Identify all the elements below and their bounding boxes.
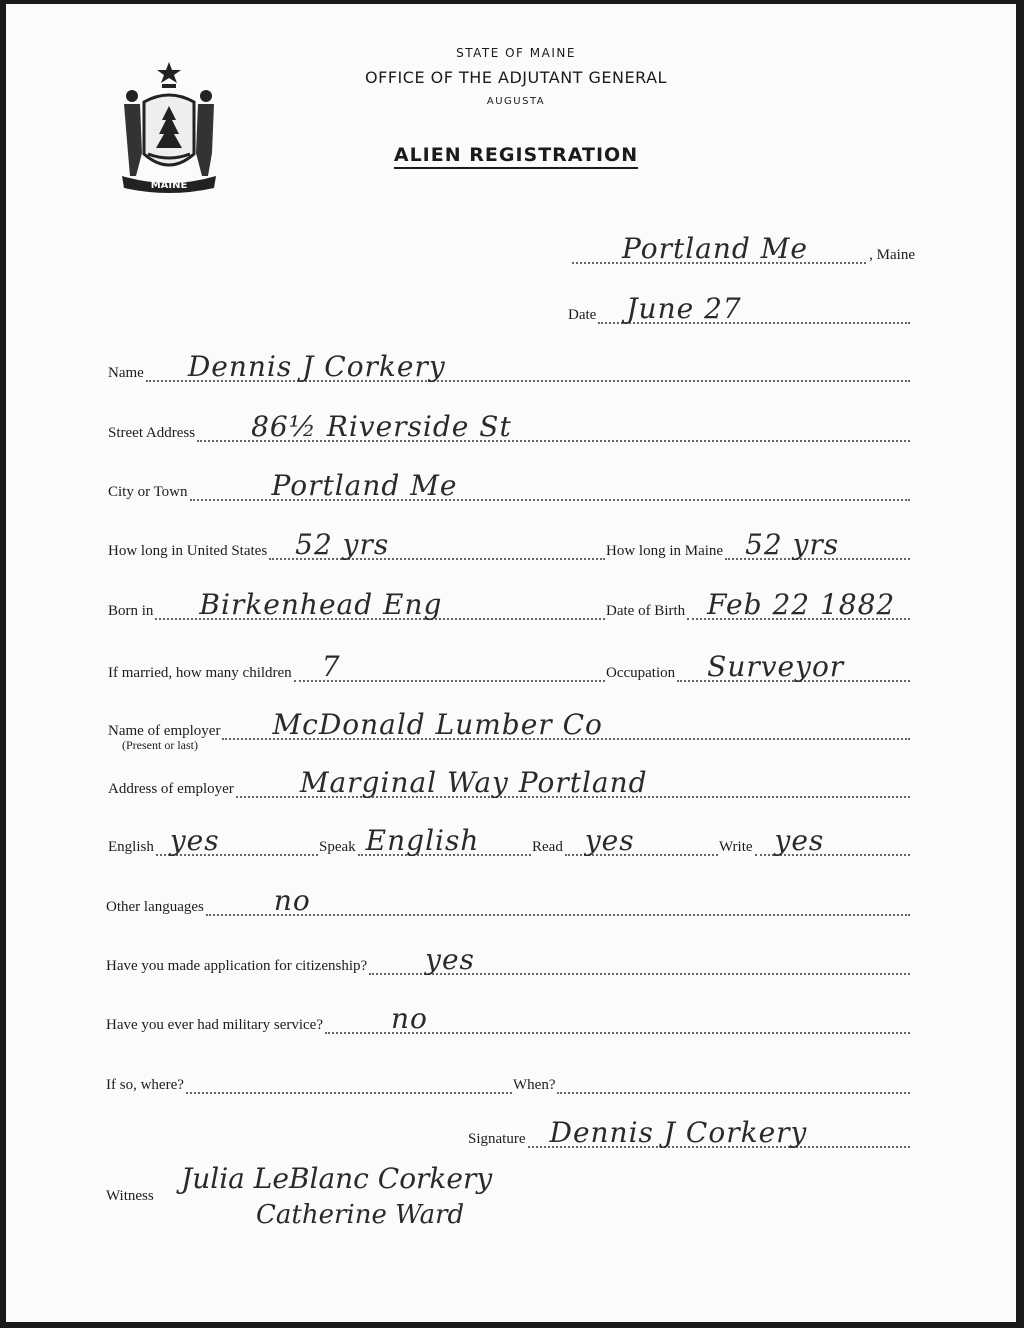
years-maine-field[interactable] bbox=[725, 528, 910, 561]
city-town-label: City or Town bbox=[108, 484, 188, 500]
years-us-value: 52 yrs bbox=[295, 528, 390, 561]
street-address-row bbox=[108, 410, 910, 443]
seal-ribbon-text: MAINE bbox=[150, 180, 188, 191]
city-heading: AUGUSTA bbox=[486, 96, 546, 107]
occupation-field[interactable] bbox=[677, 650, 910, 683]
name-value: Dennis J Corkery bbox=[187, 350, 446, 383]
date-of-birth-row bbox=[606, 588, 910, 621]
employer-sublabel: (Present or last) bbox=[122, 738, 198, 752]
occupation-value: Surveyor bbox=[707, 650, 845, 683]
children-value: 7 bbox=[321, 650, 341, 683]
occupation-label: Occupation bbox=[606, 665, 676, 681]
when-row bbox=[513, 1070, 910, 1094]
write-field[interactable] bbox=[755, 824, 910, 857]
date-of-birth-label: Date of Birth bbox=[606, 603, 686, 619]
form-title bbox=[306, 144, 726, 166]
military-value: no bbox=[391, 1002, 428, 1035]
speak-value: English bbox=[365, 824, 480, 857]
read-label: Read bbox=[532, 839, 563, 855]
english-label: English bbox=[108, 839, 154, 855]
date-of-birth-value: Feb 22 1882 bbox=[707, 588, 896, 621]
write-row bbox=[719, 824, 910, 857]
children-label: If married, how many children bbox=[108, 665, 292, 681]
speak-row bbox=[319, 824, 531, 857]
city-town-row bbox=[108, 469, 910, 502]
signature-label: Signature bbox=[468, 1131, 526, 1147]
citizenship-field[interactable] bbox=[369, 943, 910, 976]
employer-row bbox=[108, 708, 910, 752]
date-of-birth-field[interactable] bbox=[687, 588, 910, 621]
office-heading: OFFICE OF THE ADJUTANT GENERAL bbox=[365, 68, 667, 87]
speak-field[interactable] bbox=[358, 824, 531, 857]
citizenship-row bbox=[106, 943, 910, 976]
occupation-row bbox=[606, 650, 910, 683]
other-languages-field[interactable] bbox=[206, 884, 910, 917]
signature-field[interactable] bbox=[528, 1116, 911, 1149]
employer-address-label: Address of employer bbox=[108, 781, 234, 797]
witness-signature-1[interactable]: Julia LeBlanc Corkery bbox=[181, 1162, 493, 1195]
date-value: June 27 bbox=[626, 292, 742, 325]
employer-label: Name of employer bbox=[108, 723, 221, 739]
where-label: If so, where? bbox=[106, 1077, 184, 1093]
military-row bbox=[106, 1002, 910, 1035]
state-heading: STATE OF MAINE bbox=[456, 46, 576, 60]
employer-value: McDonald Lumber Co bbox=[272, 708, 603, 741]
employer-address-row bbox=[108, 766, 910, 799]
other-languages-value: no bbox=[273, 884, 311, 917]
when-field[interactable] bbox=[557, 1074, 910, 1094]
military-label: Have you ever had military service? bbox=[106, 1017, 323, 1033]
form-title-text: ALIEN REGISTRATION bbox=[394, 144, 638, 169]
location-field[interactable] bbox=[572, 232, 866, 265]
city-town-field[interactable] bbox=[190, 469, 910, 502]
english-field[interactable] bbox=[156, 824, 318, 857]
street-address-field[interactable] bbox=[197, 410, 910, 443]
children-field[interactable] bbox=[294, 650, 605, 683]
read-row bbox=[532, 824, 718, 857]
english-row bbox=[108, 824, 318, 857]
location-row bbox=[570, 232, 915, 265]
street-address-value: 86½ Riverside St bbox=[251, 410, 512, 443]
witness-block bbox=[106, 1162, 606, 1248]
other-languages-label: Other languages bbox=[106, 899, 204, 915]
born-in-value: Birkenhead Eng bbox=[199, 588, 443, 621]
date-row bbox=[568, 292, 910, 325]
years-us-label: How long in United States bbox=[108, 543, 268, 559]
employer-field[interactable] bbox=[222, 708, 910, 741]
read-field[interactable] bbox=[565, 824, 718, 857]
date-label: Date bbox=[568, 307, 597, 323]
location-suffix: , Maine bbox=[869, 247, 915, 263]
children-row bbox=[108, 650, 605, 683]
other-languages-row bbox=[106, 884, 910, 917]
read-value: yes bbox=[584, 824, 635, 857]
military-field[interactable] bbox=[325, 1002, 910, 1035]
witness-signature-2[interactable]: Catherine Ward bbox=[256, 1200, 465, 1230]
signature-row bbox=[468, 1116, 910, 1149]
name-field[interactable] bbox=[146, 350, 910, 383]
name-label: Name bbox=[108, 365, 144, 381]
citizenship-label: Have you made application for citizenship? bbox=[106, 958, 368, 974]
registration-form bbox=[6, 4, 1016, 1322]
english-value: yes bbox=[169, 824, 220, 857]
street-address-label: Street Address bbox=[108, 425, 196, 441]
city-town-value: Portland Me bbox=[271, 469, 458, 502]
employer-address-field[interactable] bbox=[236, 766, 910, 799]
where-row bbox=[106, 1070, 512, 1094]
born-in-label: Born in bbox=[108, 603, 154, 619]
citizenship-value: yes bbox=[425, 943, 475, 976]
signature-value: Dennis J Corkery bbox=[549, 1116, 808, 1149]
born-in-field[interactable] bbox=[155, 588, 605, 621]
maine-state-seal-icon bbox=[110, 58, 228, 194]
write-label: Write bbox=[719, 839, 753, 855]
employer-address-value: Marginal Way Portland bbox=[299, 766, 648, 799]
date-field[interactable] bbox=[598, 292, 910, 325]
years-us-row bbox=[108, 528, 605, 561]
years-us-field[interactable] bbox=[269, 528, 605, 561]
years-maine-row bbox=[606, 528, 910, 561]
when-label: When? bbox=[513, 1077, 556, 1093]
where-field[interactable] bbox=[186, 1074, 512, 1094]
name-row bbox=[108, 350, 910, 383]
write-value: yes bbox=[774, 824, 825, 857]
years-maine-label: How long in Maine bbox=[606, 543, 724, 559]
location-value: Portland Me bbox=[622, 232, 808, 265]
witness-label: Witness bbox=[106, 1188, 154, 1204]
born-in-row bbox=[108, 588, 605, 621]
years-maine-value: 52 yrs bbox=[745, 528, 840, 561]
speak-label: Speak bbox=[319, 839, 356, 855]
